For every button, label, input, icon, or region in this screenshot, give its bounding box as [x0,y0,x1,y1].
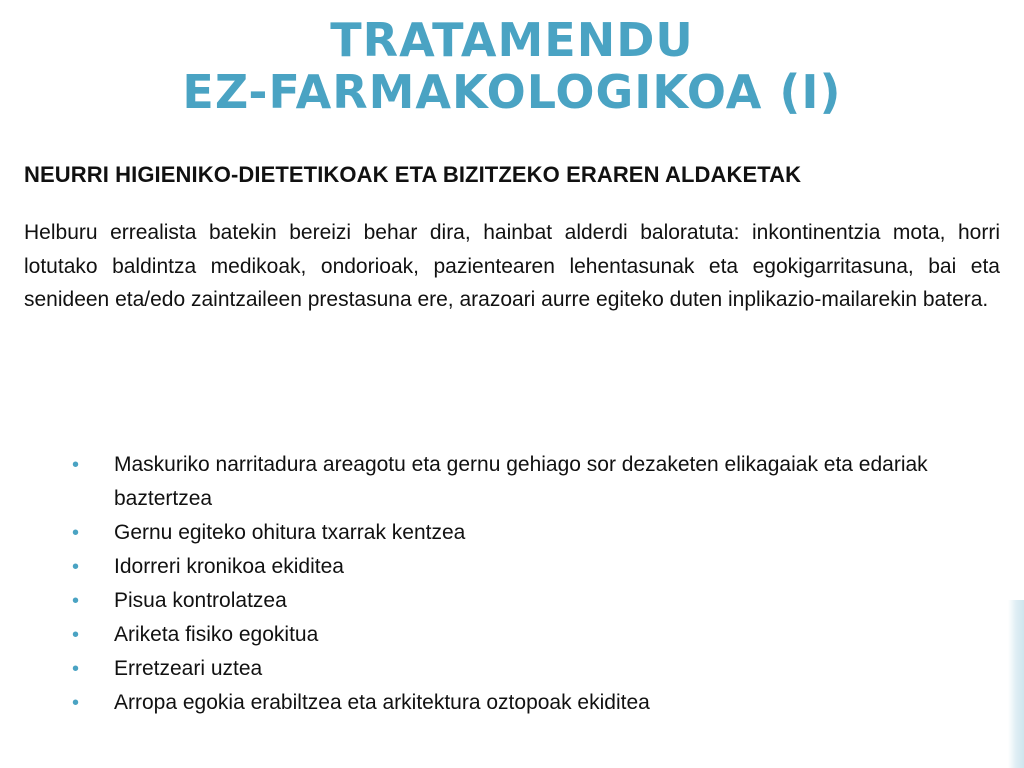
bullet-icon: • [72,658,80,680]
list-item-text: Erretzeari uztea [114,657,263,680]
list-item-text: Ariketa fisiko egokitua [114,623,319,646]
bullet-icon: • [72,590,80,612]
section-subtitle: NEURRI HIGIENIKO-DIETETIKOAK ETA BIZITZEKO ERAREN ALDAKETAK [24,162,802,187]
slide-title-line-2: EZ-FARMAKOLOGIKOA (I) [182,65,842,119]
list-item-text: Pisua kontrolatzea [114,589,287,612]
list-item [72,584,992,618]
list-item [72,448,992,516]
list-item-text: Arropa egokia erabiltzea eta arkitektura oztopoak ekiditea [114,691,650,714]
list-item [72,516,992,550]
list-item-text: Maskuriko narritadura areagotu eta gernu gehiago sor dezaketen elikagaiak eta edariak baztertzea [114,453,928,510]
bullet-icon: • [72,692,80,714]
list-item-text: Gernu egiteko ohitura txarrak kentzea [114,521,466,544]
slide-title-line-1: TRATAMENDU [330,13,694,67]
list-item [72,550,992,584]
bullet-icon: • [72,454,80,476]
intro-paragraph: Helburu errealista batekin bereizi behar dira, hainbat alderdi baloratuta: inkontinentzia mota, horri lotutako baldintza medikoak, ondorioak, pazientearen lehentasunak eta egokigarritasuna, bai eta senideen eta/edo zaintzaileen prestasuna ere, arazoari aurre egiteko duten inplikazio-mailarekin batera. [24,221,1000,311]
bullet-icon: • [72,522,80,544]
bullet-icon: • [72,624,80,646]
list-item [72,652,992,686]
bullet-icon: • [72,556,80,578]
list-item-text: Idorreri kronikoa ekiditea [114,555,344,578]
decorative-edge-strip [1008,600,1024,768]
slide-title [0,14,1024,118]
bullet-list [72,448,992,720]
list-item [72,618,992,652]
list-item [72,686,992,720]
